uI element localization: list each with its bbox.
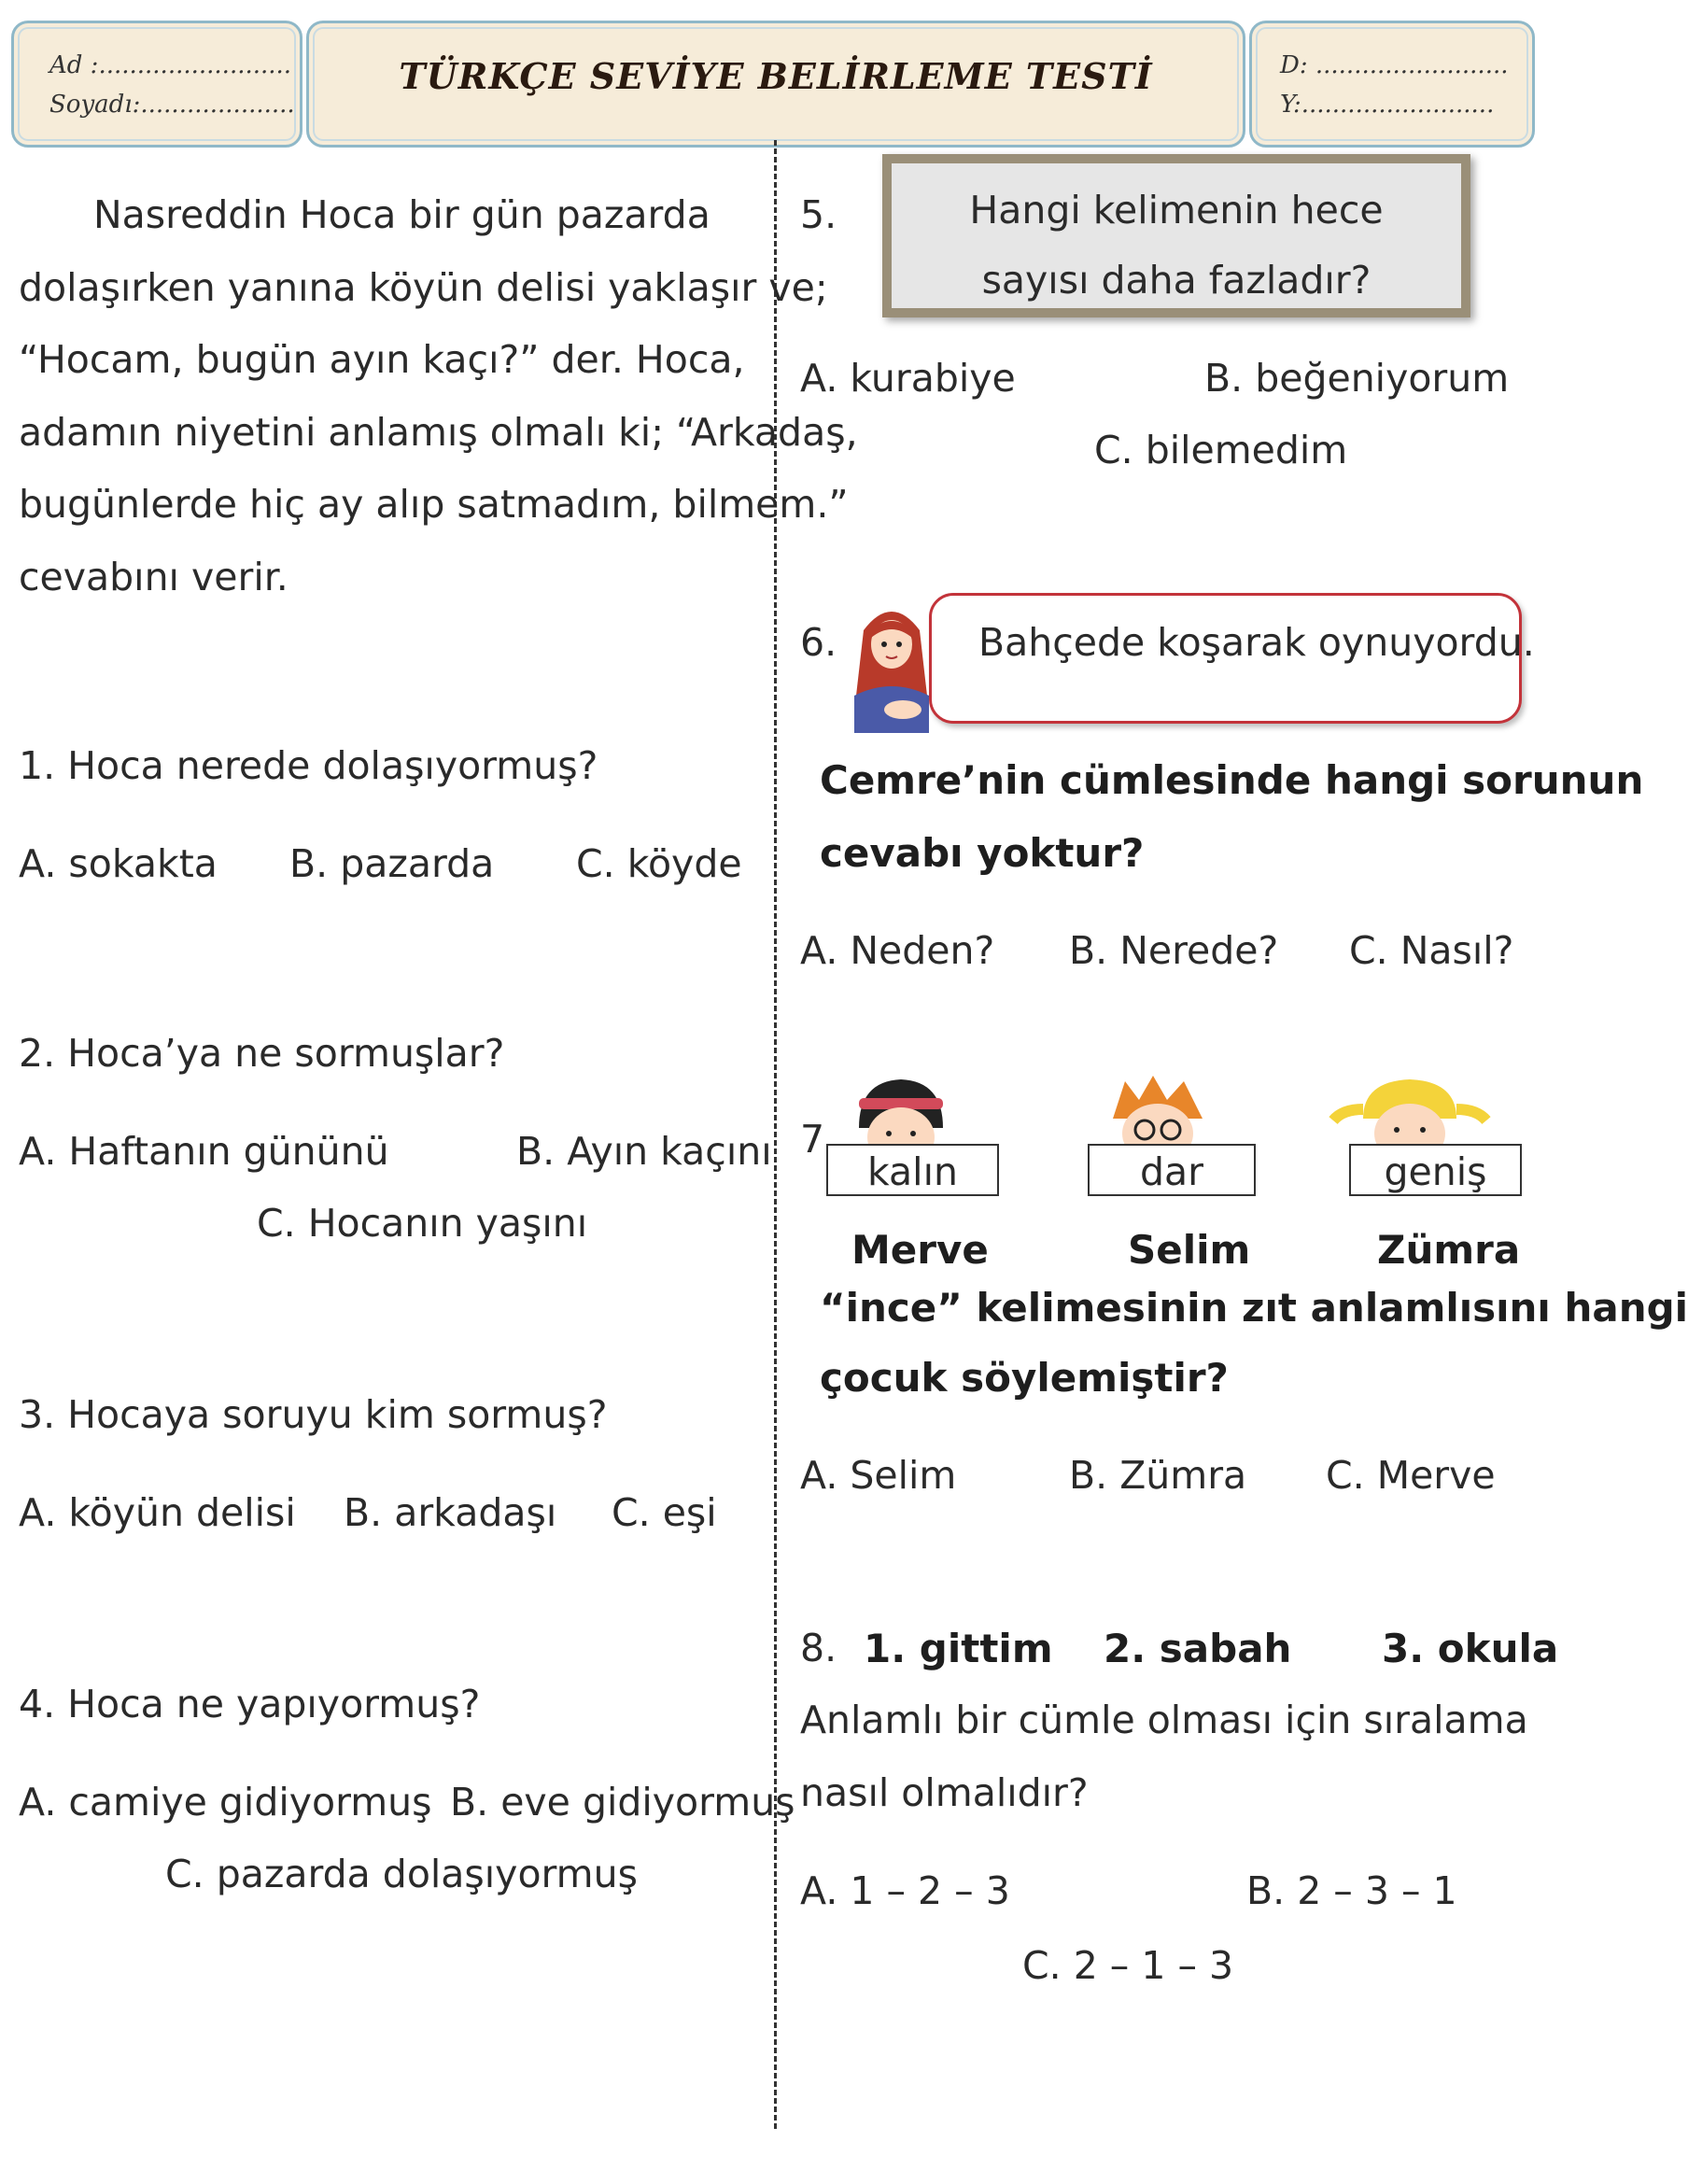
- q2-option-a[interactable]: A. Haftanın gününü: [19, 1129, 389, 1174]
- name-box: [11, 21, 302, 148]
- q5-option-c[interactable]: C. bilemedim: [1094, 428, 1348, 472]
- q5-board-line2: sayısı daha fazladır?: [981, 258, 1372, 303]
- q3-option-a[interactable]: A. köyün delisi: [19, 1490, 296, 1535]
- q6-speech-bubble: [929, 593, 1535, 724]
- q3-option-c[interactable]: C. eşi: [612, 1490, 717, 1535]
- passage-line: “Hocam, bugün ayın kaçı?” der. Hoca,: [19, 337, 745, 382]
- passage-line: cevabını verir.: [19, 555, 288, 599]
- sign-kalin: [826, 1144, 999, 1196]
- q8-line1: Anlamlı bir cümle olması için sıralama: [800, 1698, 1528, 1742]
- passage-line: adamın niyetini anlamış olmalı ki; “Arkadaş,: [19, 410, 858, 455]
- child-name: Selim: [1128, 1227, 1251, 1273]
- child-name: Zümra: [1377, 1227, 1521, 1273]
- q6-option-b[interactable]: B. Nerede?: [1069, 928, 1279, 973]
- child-name: Merve: [851, 1227, 989, 1273]
- q6-option-a[interactable]: A. Neden?: [800, 928, 995, 973]
- q4-text: 4. Hoca ne yapıyormuş?: [19, 1682, 481, 1726]
- q7-option-b[interactable]: B. Zümra: [1069, 1453, 1247, 1498]
- sign-dar: [1088, 1144, 1256, 1196]
- title-box: [306, 21, 1245, 148]
- q5-number: 5.: [800, 192, 837, 237]
- q4-option-c[interactable]: C. pazarda dolaşıyormuş: [165, 1852, 638, 1896]
- passage-line: Nasreddin Hoca bir gün pazarda: [93, 192, 710, 237]
- q8-line2: nasıl olmalıdır?: [800, 1770, 1089, 1815]
- q2-option-c[interactable]: C. Hocanın yaşını: [257, 1201, 588, 1246]
- q6-line1: Cemre’nin cümlesinde hangi sorunun: [820, 757, 1644, 803]
- q3-option-b[interactable]: B. arkadaşı: [344, 1490, 557, 1535]
- q7-line2: çocuk söylemiştir?: [820, 1355, 1229, 1401]
- q4-option-b[interactable]: B. eve gidiyormuş: [450, 1780, 795, 1825]
- q6-bubble-text: Bahçede koşarak oynuyordu.: [978, 620, 1535, 665]
- passage-line: bugünlerde hiç ay alıp satmadım, bilmem.”: [19, 482, 849, 527]
- q8-word-1: 1. gittim: [864, 1626, 1053, 1671]
- y-label: Y:.........................: [1280, 91, 1495, 119]
- sign-text: kalın: [867, 1149, 958, 1194]
- q8-option-c[interactable]: C. 2 – 1 – 3: [1022, 1943, 1234, 1988]
- q1-option-c[interactable]: C. köyde: [576, 841, 742, 886]
- q3-text: 3. Hocaya soruyu kim sormuş?: [19, 1392, 608, 1437]
- q1-text: 1. Hoca nerede dolaşıyormuş?: [19, 743, 598, 788]
- d-label: D: .........................: [1280, 51, 1509, 79]
- q5-option-a[interactable]: A. kurabiye: [800, 356, 1016, 401]
- q1-option-b[interactable]: B. pazarda: [289, 841, 495, 886]
- q6-number: 6.: [800, 620, 837, 665]
- q4-option-a[interactable]: A. camiye gidiyormuş: [19, 1780, 432, 1825]
- page-title: TÜRKÇE SEVİYE BELİRLEME TESTİ: [399, 55, 1153, 97]
- q5-board-line1: Hangi kelimenin hece: [969, 188, 1384, 232]
- q6-line2: cevabı yoktur?: [820, 830, 1145, 876]
- q7-line1: “ince” kelimesinin zıt anlamlısını hangi: [820, 1285, 1688, 1331]
- q1-option-a[interactable]: A. sokakta: [19, 841, 218, 886]
- sign-text: dar: [1139, 1149, 1203, 1194]
- date-box: [1249, 21, 1535, 148]
- q8-word-2: 2. sabah: [1104, 1626, 1292, 1671]
- q8-option-a[interactable]: A. 1 – 2 – 3: [800, 1868, 1010, 1913]
- girl-writing-illustration: [845, 593, 938, 733]
- q7-option-a[interactable]: A. Selim: [800, 1453, 957, 1498]
- q5-board: [882, 154, 1470, 317]
- q5-option-b[interactable]: B. beğeniyorum: [1204, 356, 1510, 401]
- q8-option-b[interactable]: B. 2 – 3 – 1: [1246, 1868, 1457, 1913]
- q8-number: 8.: [800, 1626, 837, 1670]
- passage-line: dolaşırken yanına köyün delisi yaklaşır ve;: [19, 265, 828, 310]
- q6-option-c[interactable]: C. Nasıl?: [1349, 928, 1514, 973]
- name-label: Ad :.........................: [49, 51, 292, 79]
- q8-word-3: 3. okula: [1382, 1626, 1559, 1671]
- sign-genis: [1349, 1144, 1522, 1196]
- q2-text: 2. Hoca’ya ne sormuşlar?: [19, 1031, 505, 1076]
- sign-text: geniş: [1384, 1149, 1487, 1194]
- surname-label: Soyadı:....................: [49, 91, 295, 119]
- q7-number: 7: [800, 1117, 825, 1162]
- q2-option-b[interactable]: B. Ayın kaçını: [516, 1129, 772, 1174]
- q7-option-c[interactable]: C. Merve: [1326, 1453, 1496, 1498]
